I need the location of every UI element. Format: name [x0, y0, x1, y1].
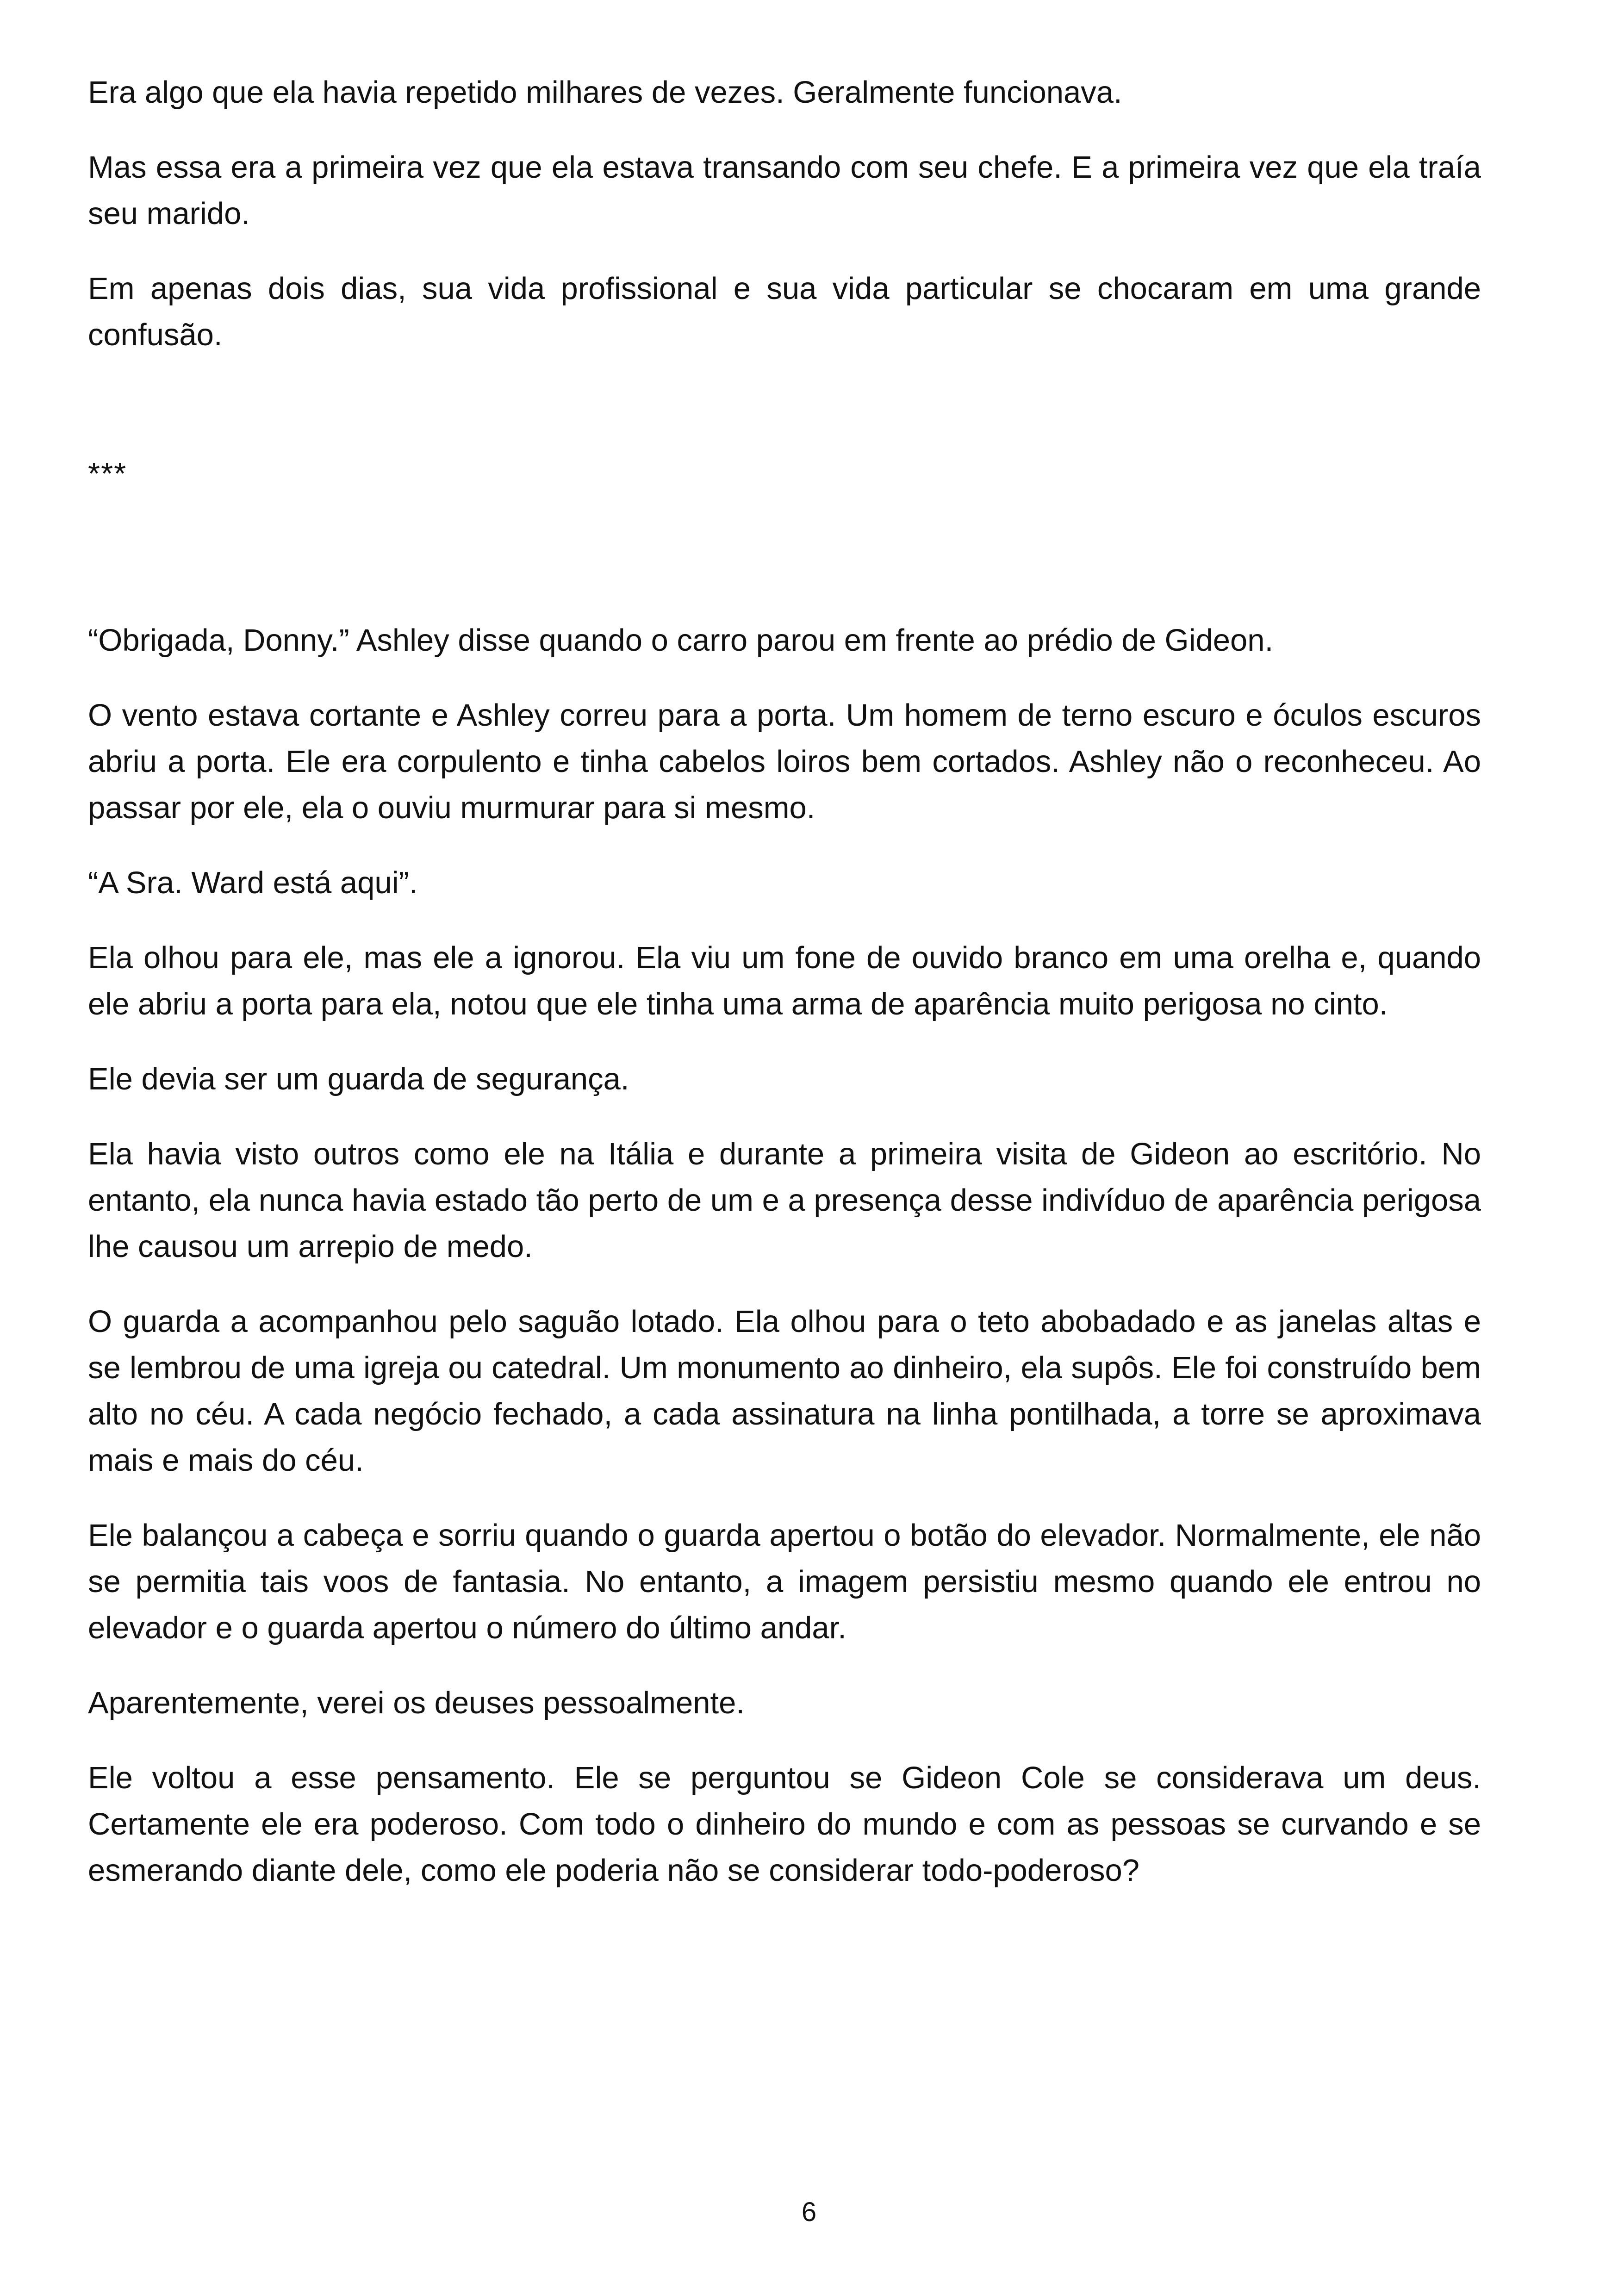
scene-break: ***	[88, 456, 127, 491]
paragraph: “A Sra. Ward está aqui”.	[88, 865, 418, 900]
paragraph: Aparentemente, verei os deuses pessoalmente.	[88, 1686, 745, 1720]
paragraph: Era algo que ela havia repetido milhares de vezes. Geralmente funcionava.	[88, 75, 1122, 110]
paragraph: Ele balançou a cabeça e sorriu quando o guarda apertou o botão do elevador. Normalmente, ele não se permitia tais voos de fantasia. No entanto, a imagem persistiu mesmo quando ele entrou no elevador e o guarda apertou o número do último andar.	[88, 1518, 1481, 1645]
paragraph: Em apenas dois dias, sua vida profissional e sua vida particular se chocaram em uma grande confusão.	[88, 271, 1481, 352]
paragraph: Ele voltou a esse pensamento. Ele se perguntou se Gideon Cole se considerava um deus. Certamente ele era poderoso. Com todo o dinheiro do mundo e com as pessoas se curvando e se esmerando diante dele, como ele poderia não se considerar todo-poderoso?	[88, 1761, 1481, 1888]
paragraph: O guarda a acompanhou pelo saguão lotado. Ela olhou para o teto abobadado e as janelas altas e se lembrou de uma igreja ou catedral. Um monumento ao dinheiro, ela supôs. Ele foi construído bem alto no céu. A cada negócio fechado, a cada assinatura na linha pontilhada, a torre se aproximava mais e mais do céu.	[88, 1304, 1481, 1478]
paragraph: Mas essa era a primeira vez que ela estava transando com seu chefe. E a primeira vez que ela traía seu marido.	[88, 150, 1481, 231]
paragraph: Ela havia visto outros como ele na Itália e durante a primeira visita de Gideon ao escritório. No entanto, ela nunca havia estado tão perto de um e a presença desse indivíduo de aparência perigosa lhe causou um arrepio de medo.	[88, 1137, 1481, 1264]
text-body	[88, 69, 1481, 1923]
paragraph: Ele devia ser um guarda de segurança.	[88, 1062, 629, 1096]
paragraph: “Obrigada, Donny.” Ashley disse quando o carro parou em frente ao prédio de Gideon.	[88, 623, 1274, 658]
paragraph: Ela olhou para ele, mas ele a ignorou. Ela viu um fone de ouvido branco em uma orelha e, quando ele abriu a porta para ela, notou que ele tinha uma arma de aparência muito perigosa no cinto.	[88, 940, 1481, 1021]
paragraph: O vento estava cortante e Ashley correu para a porta. Um homem de terno escuro e óculos escuros abriu a porta. Ele era corpulento e tinha cabelos loiros bem cortados. Ashley não o reconheceu. Ao passar por ele, ela o ouviu murmurar para si mesmo.	[88, 698, 1481, 825]
page-number: 6	[801, 2197, 817, 2227]
